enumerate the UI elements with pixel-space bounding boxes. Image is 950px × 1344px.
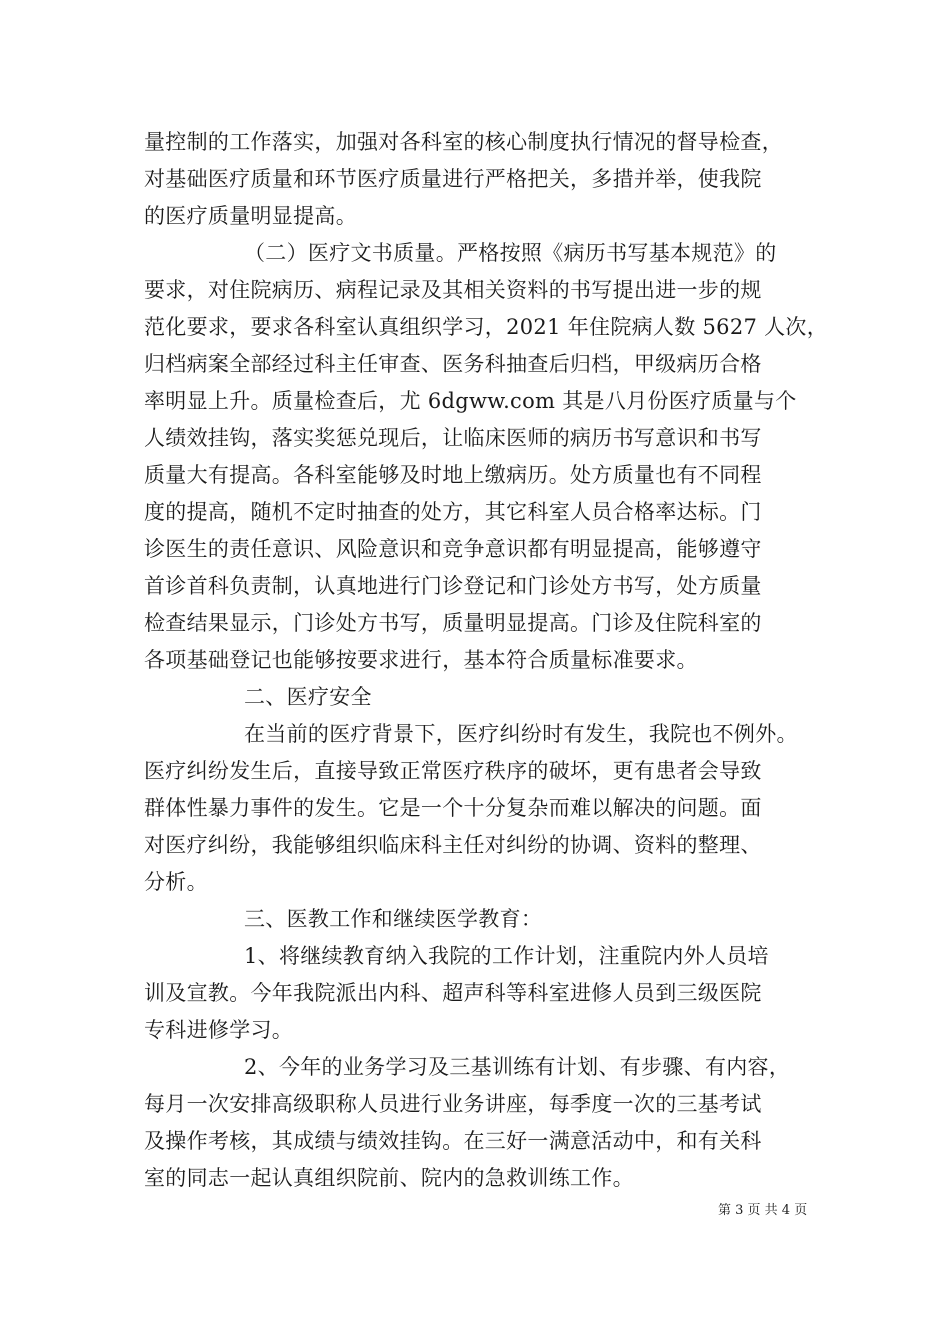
text-line: 度的提高，随机不定时抽查的处方，其它科室人员合格率达标。门 [144, 500, 762, 524]
section-heading-medical-safety: 二、医疗安全 [244, 685, 372, 709]
text-line: 对医疗纠纷，我能够组织临床科主任对纠纷的协调、资料的整理、 [144, 833, 762, 857]
text-line: 每月一次安排高级职称人员进行业务讲座，每季度一次的三基考试 [144, 1092, 762, 1116]
text-line: 在当前的医疗背景下，医疗纠纷时有发生，我院也不例外。 [244, 722, 798, 746]
text-line: 2、今年的业务学习及三基训练有计划、有步骤、有内容， [244, 1055, 791, 1079]
text-line: 分析。 [144, 870, 208, 894]
text-line: 的医疗质量明显提高。 [144, 204, 357, 228]
text-line: 要求，对住院病历、病程记录及其相关资料的书写提出进一步的规 [144, 278, 762, 302]
section-heading-medical-education: 三、医教工作和继续医学教育： [244, 907, 543, 931]
document-body [144, 124, 828, 1197]
text-line: 率明显上升。质量检查后，尤 6dgww.com 其是八月份医疗质量与个 [144, 389, 797, 413]
text-line: 首诊首科负责制，认真地进行门诊登记和门诊处方书写，处方质量 [144, 574, 762, 598]
text-line: 医疗纠纷发生后，直接导致正常医疗秩序的破坏，更有患者会导致 [144, 759, 762, 783]
text-line: 专科进修学习。 [144, 1018, 294, 1042]
text-line: 1、将继续教育纳入我院的工作计划，注重院内外人员培 [244, 944, 769, 968]
text-line: 检查结果显示，门诊处方书写，质量明显提高。门诊及住院科室的 [144, 611, 762, 635]
text-line: 范化要求，要求各科室认真组织学习，2021 年住院病人数 5627 人次， [144, 315, 829, 339]
section-heading-medical-documents: （二）医疗文书质量。严格按照《病历书写基本规范》的 [244, 241, 777, 265]
text-line: 对基础医疗质量和环节医疗质量进行严格把关，多措并举，使我院 [144, 167, 762, 191]
text-line: 归档病案全部经过科主任审查、医务科抽查后归档，甲级病历合格 [144, 352, 762, 376]
page-number: 第 3 页 共 4 页 [718, 1203, 808, 1218]
text-line: 各项基础登记也能够按要求进行，基本符合质量标准要求。 [144, 648, 698, 672]
text-line: 群体性暴力事件的发生。它是一个十分复杂而难以解决的问题。面 [144, 796, 762, 820]
text-line: 人绩效挂钩，落实奖惩兑现后，让临床医师的病历书写意识和书写 [144, 426, 762, 450]
text-line: 室的同志一起认真组织院前、院内的急救训练工作。 [144, 1166, 634, 1190]
text-line: 及操作考核，其成绩与绩效挂钩。在三好一满意活动中，和有关科 [144, 1129, 762, 1153]
text-line: 质量大有提高。各科室能够及时地上缴病历。处方质量也有不同程 [144, 463, 762, 487]
text-line: 量控制的工作落实，加强对各科室的核心制度执行情况的督导检查， [144, 130, 783, 154]
text-line: 训及宣教。今年我院派出内科、超声科等科室进修人员到三级医院 [144, 981, 762, 1005]
text-line: 诊医生的责任意识、风险意识和竞争意识都有明显提高，能够遵守 [144, 537, 762, 561]
